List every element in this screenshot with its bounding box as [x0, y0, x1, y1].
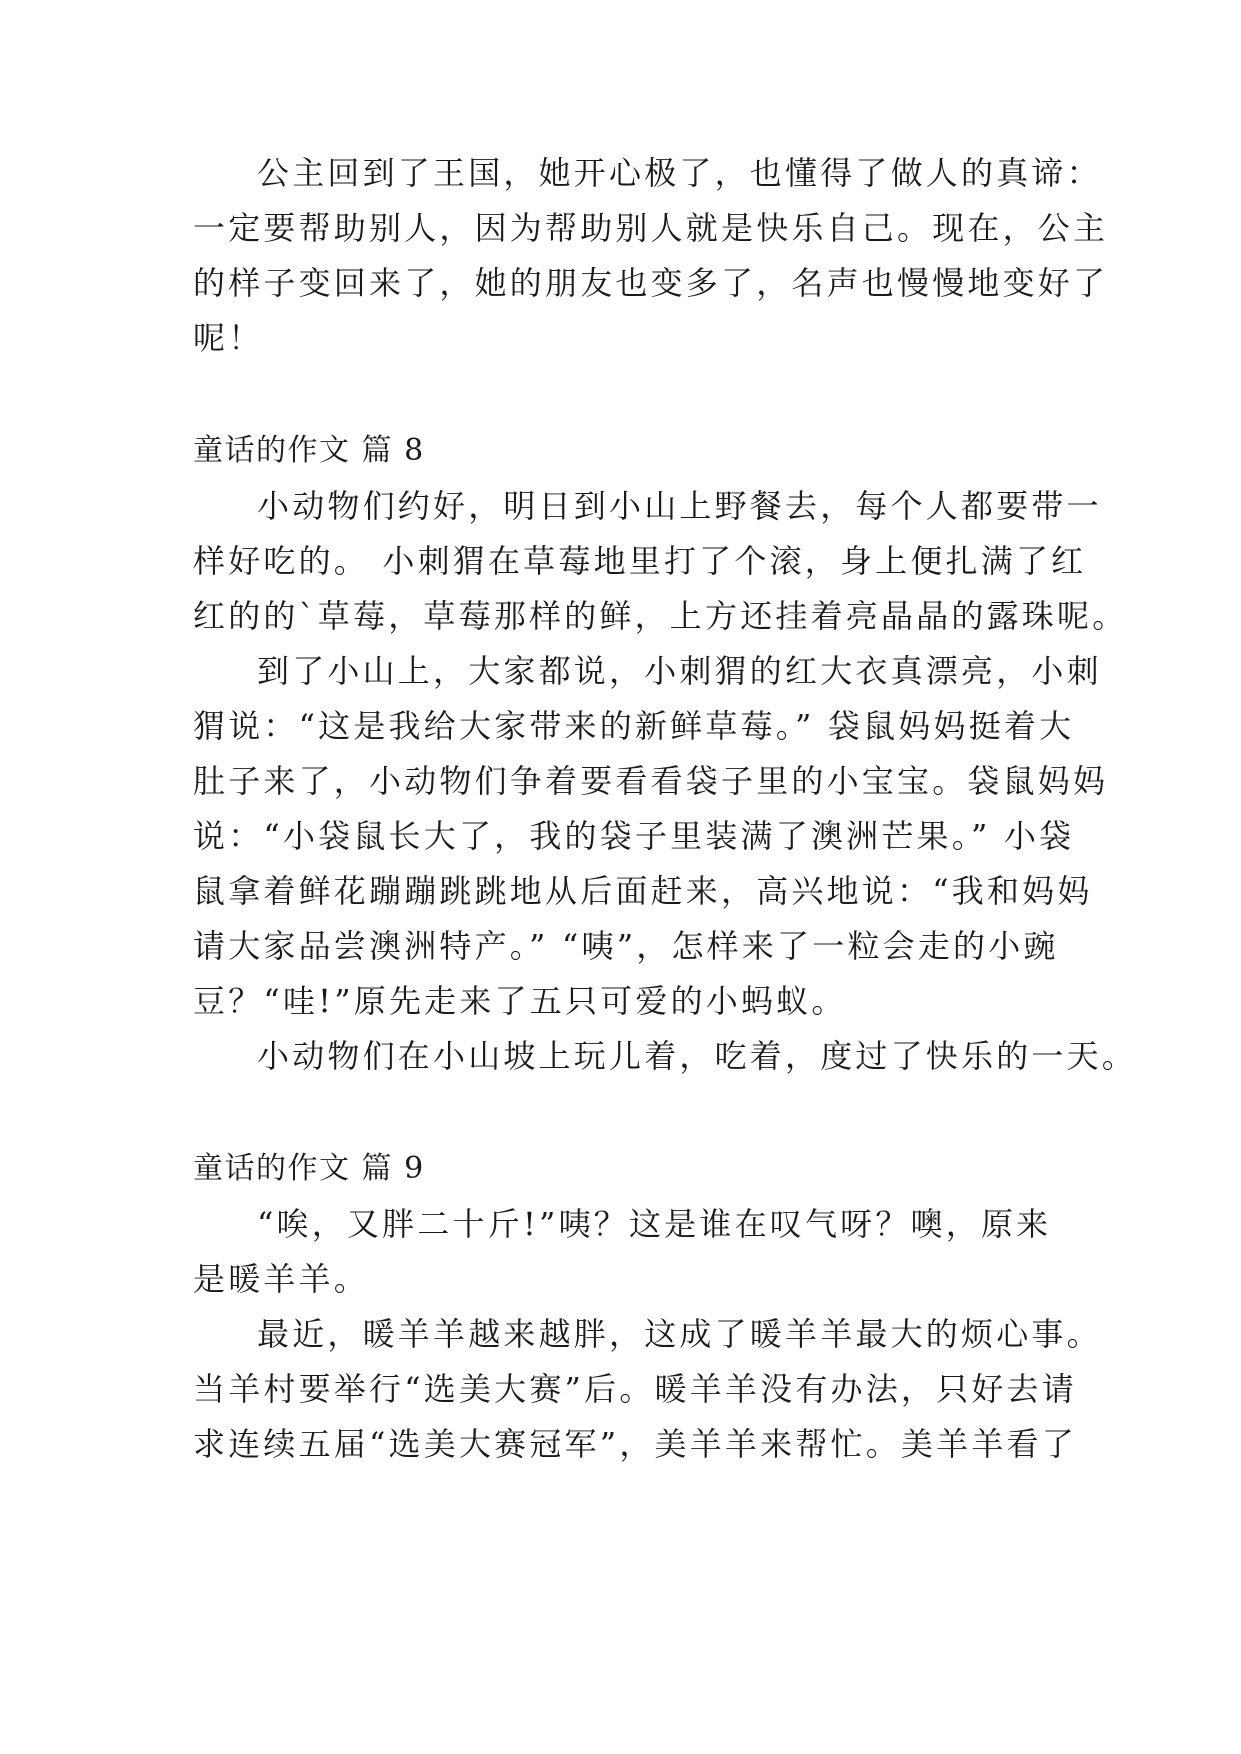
text-line: 是暖羊羊。	[193, 1260, 370, 1298]
text-line: “唉，又胖二十斤!”咦？这是谁在叹气呀？噢，原来	[257, 1205, 1052, 1243]
text-line: 一定要帮助别人，因为帮助别人就是快乐自己。现在，公主	[193, 209, 1109, 247]
text-line: 当羊村要举行“选美大赛”后。暖羊羊没有办法，只好去请	[193, 1370, 1077, 1408]
text-line: 到了小山上，大家都说，小刺猬的红大衣真漂亮，小刺	[257, 652, 1102, 690]
text-line: 肚子来了，小动物们争着要看看袋子里的小宝宝。袋鼠妈妈	[193, 762, 1109, 800]
text-line: 猬说：“这是我给大家带来的新鲜草莓。” 袋鼠妈妈挺着大	[193, 707, 1075, 745]
text-line: 最近，暖羊羊越来越胖，这成了暖羊羊最大的烦心事。	[257, 1315, 1102, 1353]
text-line: 请大家品尝澳洲特产。” “咦”，怎样来了一粒会走的小豌	[193, 927, 1059, 965]
text-line: 说：“小袋鼠长大了，我的袋子里装满了澳洲芒果。” 小袋	[193, 817, 1075, 855]
text-line: 小动物们在小山坡上玩儿着，吃着，度过了快乐的一天。	[257, 1037, 1138, 1075]
text-line: 鼠拿着鲜花蹦蹦跳跳地从后面赶来，高兴地说：“我和妈妈	[193, 872, 1093, 910]
text-line: 豆？“哇!”原先走来了五只可爱的小蚂蚁。	[193, 982, 847, 1020]
text-line: 公主回到了王国，她开心极了，也懂得了做人的真谛：	[257, 154, 1102, 192]
text-line: 求连续五届“选美大赛冠军”，美羊羊来帮忙。美羊羊看了	[193, 1425, 1077, 1463]
section-heading-9: 童话的作文 篇 9	[193, 1151, 425, 1186]
text-line: 呢！	[193, 319, 264, 357]
text-line: 的样子变回来了，她的朋友也变多了，名声也慢慢地变好了	[193, 264, 1109, 302]
text-line: 样好吃的。 小刺猬在草莓地里打了个滚，身上便扎满了红	[193, 542, 1087, 580]
section-heading-8: 童话的作文 篇 8	[193, 433, 425, 468]
text-line: 红的的`草莓，草莓那样的鲜，上方还挂着亮晶晶的露珠呢。	[193, 597, 1128, 635]
text-line: 小动物们约好，明日到小山上野餐去，每个人都要带一	[257, 487, 1102, 525]
